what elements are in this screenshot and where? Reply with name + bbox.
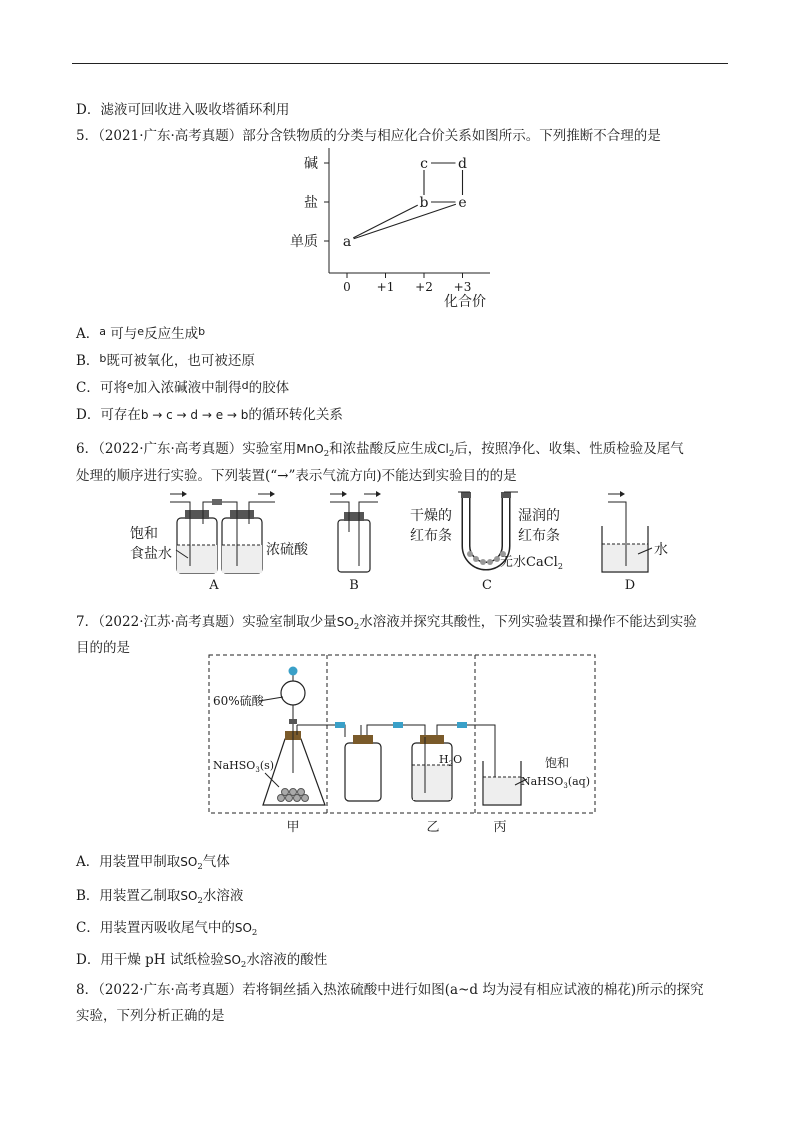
y-tick-label: 单质 <box>290 234 318 250</box>
svg-text:A: A <box>209 578 219 592</box>
svg-text:干燥的: 干燥的 <box>410 508 452 524</box>
edge-a-e <box>354 204 456 239</box>
apparatus-d <box>602 491 668 592</box>
edge-a-b <box>353 205 418 238</box>
x-tick-label: 0 <box>343 280 351 294</box>
point-e: e <box>458 195 467 211</box>
point-b: b <box>419 195 429 211</box>
q7-option-d: D．用干燥 pH 试纸检验$SO_2$水溶液的酸性 <box>76 952 328 970</box>
q5-valence-chart <box>290 148 520 318</box>
x-axis-title: 化合价 <box>444 294 486 310</box>
svg-text:H2O: $H_2O$ <box>439 753 463 768</box>
point-c: c <box>420 156 428 172</box>
chart-edges <box>353 163 462 239</box>
q6-stem-line2: 处理的顺序进行实验。下列装置(“→”表示气流方向)不能达到实验目的的是 <box>76 468 517 484</box>
x-tick-label: +1 <box>376 280 395 294</box>
q5-option-c: C．可将$^e$加入浓碱液中制得$^d$的胶体 <box>76 379 290 396</box>
svg-text:饱和: 饱和 <box>130 526 158 542</box>
svg-text:60%硫酸: 60%硫酸 <box>213 694 264 708</box>
svg-text:水: 水 <box>654 542 668 558</box>
x-tick-label: +3 <box>453 280 472 294</box>
svg-text:食盐水: 食盐水 <box>130 546 172 562</box>
q5-option-a: A．$^a$ 可与$^e$反应生成$^b$ <box>76 325 206 342</box>
apparatus-c <box>410 492 563 592</box>
q8-stem-line2: 实验，下列分析正确的是 <box>76 1008 225 1024</box>
svg-text:NaHSO3(aq): NaHSO$_3$(aq) <box>521 775 590 790</box>
apparatus-b <box>330 491 381 592</box>
svg-text:红布条: 红布条 <box>410 528 452 544</box>
svg-text:红布条: 红布条 <box>518 528 560 544</box>
header-rule <box>72 63 728 64</box>
q4-option-d: D．滤液可回收进入吸收塔循环利用 <box>76 102 290 118</box>
svg-text:乙: 乙 <box>426 820 440 835</box>
svg-text:浓硫酸: 浓硫酸 <box>266 542 308 558</box>
q7-apparatus-figure <box>205 653 600 845</box>
svg-text:B: B <box>349 578 359 592</box>
y-axis-labels <box>290 156 329 250</box>
svg-text:D: D <box>624 578 636 592</box>
q7-option-b: B．用装置乙制取$SO_2$水溶液 <box>76 888 244 906</box>
generator-flask <box>263 667 345 806</box>
q5-option-d: D．可存在b → c → d → e → b的循环转化关系 <box>76 407 343 423</box>
absorber-beaker <box>483 755 590 805</box>
q7-stem-line1: 7．（2022·江苏·高考真题）实验室制取少量$SO_2$水溶液并探究其酸性，下列实验装置和操作不能达到实验 <box>76 614 697 632</box>
svg-text:丙: 丙 <box>493 820 507 835</box>
q5-stem: 5．（2021·广东·高考真题）部分含铁物质的分类与相应化合价关系如图所示。下列推断不合理的是 <box>76 128 661 144</box>
q5-option-b: B．$^b$既可被氧化，也可被还原 <box>76 352 255 369</box>
q7-stem-line2: 目的的是 <box>76 640 130 656</box>
point-d: d <box>458 156 467 172</box>
y-tick-label: 盐 <box>304 195 318 211</box>
point-a: a <box>342 234 352 250</box>
svg-text:甲: 甲 <box>286 820 300 835</box>
q8-stem-line1: 8．（2022·广东·高考真题）若将铜丝插入热浓硫酸中进行如图(a~d 均为浸有相应试液的棉花)所示的探究 <box>76 982 704 998</box>
water-bottle <box>393 722 495 801</box>
x-tick-label: +2 <box>415 280 433 294</box>
svg-text:NaHSO3(s): NaHSO$_3$(s) <box>213 759 275 774</box>
x-axis-ticks <box>343 273 471 294</box>
apparatus-a <box>130 491 309 592</box>
svg-text:饱和: 饱和 <box>545 756 570 770</box>
q6-apparatus-figure <box>130 488 690 592</box>
q7-option-c: C．用装置丙吸收尾气中的$SO_2$ <box>76 920 258 938</box>
svg-text:无水CaCl2: 无水CaCl$_2$ <box>500 555 563 571</box>
svg-text:C: C <box>482 578 492 592</box>
svg-text:湿润的: 湿润的 <box>518 508 560 524</box>
y-tick-label: 碱 <box>304 156 318 172</box>
q7-option-a: A．用装置甲制取$SO_2$气体 <box>76 854 230 872</box>
q6-stem-line1: 6．（2022·广东·高考真题）实验室用MnO$_2$和浓盐酸反应生成$Cl_2$后，按照净化、收集、性质检验及尾气 <box>76 441 684 459</box>
